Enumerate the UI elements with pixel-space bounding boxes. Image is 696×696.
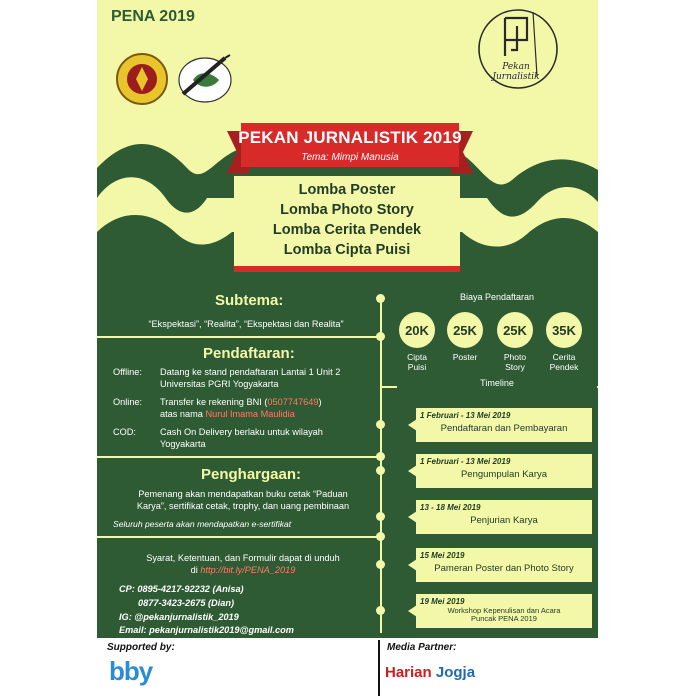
biaya-title: Biaya Pendaftaran xyxy=(459,292,535,302)
instagram-handle: IG: @pekanjurnalistik_2019 xyxy=(119,612,239,622)
fee-item xyxy=(546,312,582,348)
divider-dot xyxy=(376,452,385,461)
media-partner-name-2: Jogja xyxy=(435,664,476,681)
offline-text: Datang ke stand pendaftaran Lantai 1 Unit 2 xyxy=(160,367,341,377)
university-logo xyxy=(115,52,169,106)
timeline-date: 1 Februari - 13 Mei 2019 xyxy=(420,411,511,420)
competition-item: Lomba Photo Story xyxy=(280,202,414,218)
section-divider xyxy=(97,536,381,538)
supporter-logo: bby xyxy=(109,656,153,686)
online-label: Online: xyxy=(113,397,143,407)
divider-dot xyxy=(376,294,385,303)
online-text-2 xyxy=(160,408,295,420)
section-divider xyxy=(97,336,381,338)
timeline-date: 1 Februari - 13 Mei 2019 xyxy=(420,457,511,466)
vertical-divider xyxy=(380,297,382,633)
timeline-title: Timeline xyxy=(480,378,514,388)
timeline-item xyxy=(416,594,592,628)
university-seal-icon xyxy=(115,52,169,106)
contact-person-2: 0877-3423-2675 (Dian) xyxy=(138,598,235,608)
divider-dot xyxy=(376,532,385,541)
account-number: 0507747649 xyxy=(267,397,319,407)
competition-item: Lomba Poster xyxy=(298,182,396,198)
fee-item xyxy=(399,312,435,348)
supported-label: Supported by: xyxy=(107,642,175,653)
timeline-event: Pengumpulan Karya xyxy=(460,469,548,480)
media-partner-name-1: Harian xyxy=(385,664,432,681)
pj-logo xyxy=(475,6,561,92)
timeline-date: 15 Mei 2019 xyxy=(420,551,465,560)
pj-logo-text: Pekan Jurnalistik xyxy=(492,62,540,82)
timeline-dot xyxy=(376,512,385,521)
fee-label-1: Photo xyxy=(503,352,527,362)
cod-text-2: Yogyakarta xyxy=(160,439,206,449)
penghargaan-line-1: Pemenang akan mendapatkan buku cetak “Paduan xyxy=(138,489,348,499)
penghargaan-title: Penghargaan: xyxy=(201,466,302,483)
timeline-item xyxy=(416,548,592,582)
fee-item xyxy=(497,312,533,348)
timeline-event: Penjurian Karya xyxy=(470,515,538,526)
divider-dot xyxy=(376,332,385,341)
fee-amount: 25K xyxy=(447,312,483,348)
online-name-prefix: atas nama xyxy=(160,409,206,419)
syarat-link-line xyxy=(105,564,381,576)
download-link[interactable]: http://bit.ly/PENA_2019 xyxy=(200,565,296,575)
timeline-date: 19 Mei 2019 xyxy=(420,597,465,606)
media-partner-label: Media Partner: xyxy=(387,642,457,653)
online-text-end: ) xyxy=(318,397,322,407)
timeline-item xyxy=(416,454,592,488)
online-text-start: Transfer ke rekening BNI ( xyxy=(160,397,268,407)
fee-label-1: Poster xyxy=(452,352,478,362)
fee-amount: 20K xyxy=(399,312,435,348)
media-partner-logo xyxy=(385,664,475,681)
cod-label: COD: xyxy=(113,427,136,437)
event-title: PEKAN JURNALISTIK 2019 xyxy=(238,128,462,147)
timeline-event-2: Puncak PENA 2019 xyxy=(471,614,537,623)
event-theme: Tema: Mimpi Manusia xyxy=(301,152,399,163)
timeline-event: Pendaftaran dan Pembayaran xyxy=(440,423,568,434)
section-divider xyxy=(97,456,381,458)
account-name: Nurul Imama Maulidia xyxy=(205,409,295,419)
timeline-title-wrap xyxy=(397,378,597,388)
penghargaan-line-2: Karya”, sertifikat cetak, trophy, dan uang pembinaan xyxy=(136,501,350,511)
fee-label-2: Story xyxy=(505,362,525,372)
email-address: Email: pekanjurnalistik2019@gmail.com xyxy=(119,625,294,635)
timeline-dot xyxy=(376,420,385,429)
footer-divider xyxy=(378,640,380,696)
timeline-dot xyxy=(376,606,385,615)
offline-text-2: Universitas PGRI Yogyakarta xyxy=(160,379,279,389)
subtema-text: “Ekspektasi”, “Realita”, “Ekspektasi dan Realita” xyxy=(148,319,344,329)
contact-person-1: CP: 0895-4217-92232 (Anisa) xyxy=(119,584,244,594)
poster xyxy=(97,0,598,696)
fee-label-1: Cerita xyxy=(552,352,576,362)
timeline-item xyxy=(416,408,592,442)
timeline-dot xyxy=(376,466,385,475)
syarat-text: Syarat, Ketentuan, dan Formulir dapat di unduh xyxy=(146,553,340,563)
fee-amount: 25K xyxy=(497,312,533,348)
competition-box xyxy=(234,176,460,272)
online-text xyxy=(160,396,322,408)
timeline-item xyxy=(416,500,592,534)
pena-logo xyxy=(175,50,235,106)
competition-list xyxy=(234,176,460,260)
fee-label-2: Pendek xyxy=(549,362,579,372)
fee-label-2: Puisi xyxy=(407,362,427,372)
header-brand: PENA 2019 xyxy=(111,8,195,25)
timeline-dot xyxy=(376,560,385,569)
fee-label-1: Cipta xyxy=(407,352,427,362)
syarat-link-prefix: di xyxy=(190,565,201,575)
pendaftaran-title: Pendaftaran: xyxy=(203,345,295,362)
fee-item xyxy=(447,312,483,348)
fee-amount: 35K xyxy=(546,312,582,348)
pen-globe-icon xyxy=(175,50,235,106)
timeline-date: 13 - 18 Mei 2019 xyxy=(420,503,481,512)
penghargaan-note: Seluruh peserta akan mendapatkan e-sertifikat xyxy=(113,519,292,529)
subtema-title: Subtema: xyxy=(215,292,284,309)
competition-item: Lomba Cipta Puisi xyxy=(283,242,411,258)
competition-item: Lomba Cerita Pendek xyxy=(272,222,422,238)
offline-label: Offline: xyxy=(113,367,142,377)
cod-text: Cash On Delivery berlaku untuk wilayah xyxy=(160,427,323,437)
timeline-event: Pameran Poster dan Photo Story xyxy=(434,563,574,574)
timeline-event: Workshop Kepenulisan dan Acara xyxy=(447,606,561,615)
